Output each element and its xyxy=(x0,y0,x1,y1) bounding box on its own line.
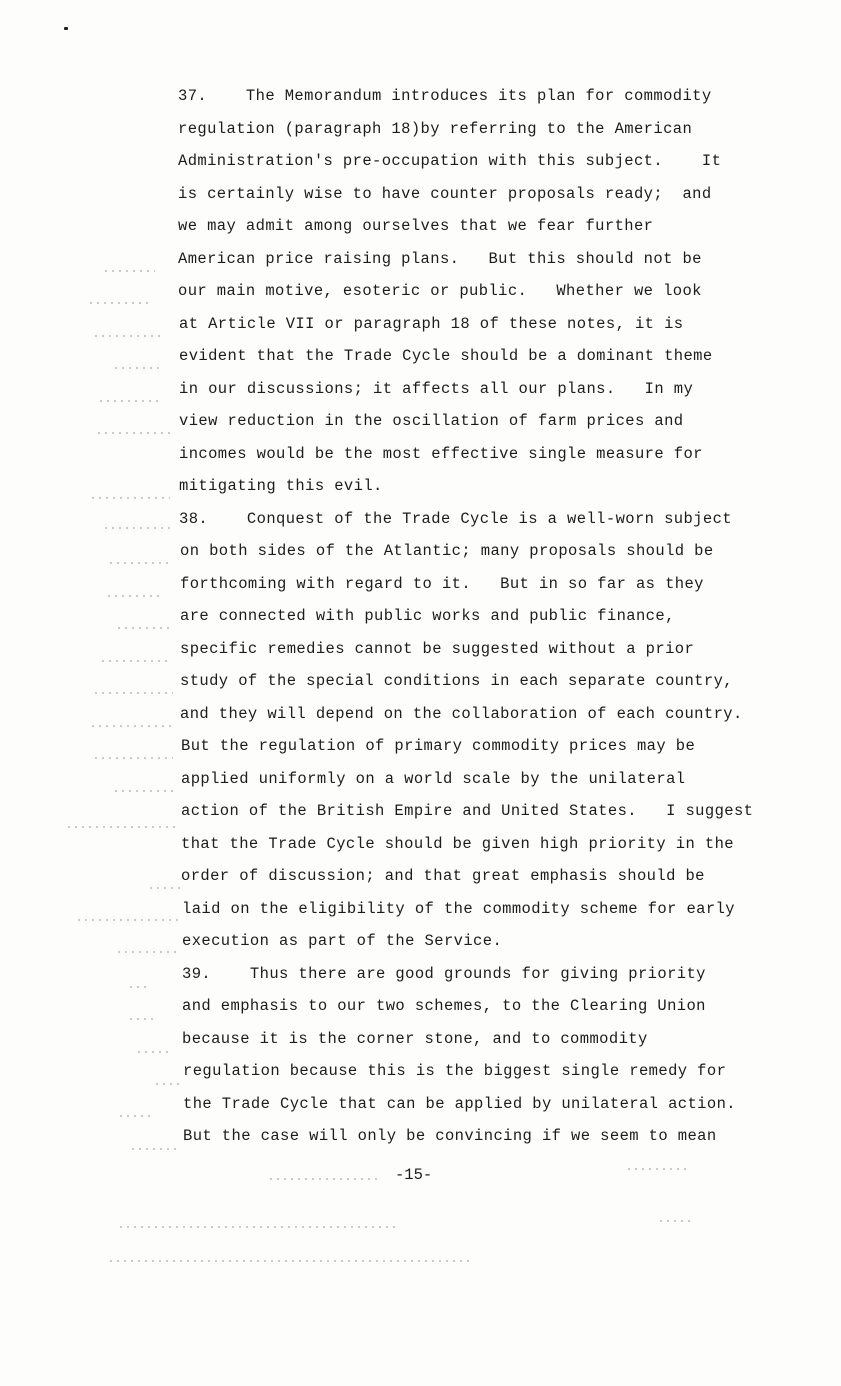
text-line-9: evident that the Trade Cycle should be a dominant theme xyxy=(179,347,713,365)
text-line-8: at Article VII or paragraph 18 of these notes, it is xyxy=(179,315,684,333)
scan-noise xyxy=(108,595,164,597)
text-line-6: American price raising plans. But this should not be xyxy=(178,250,702,268)
text-line-17: are connected with public works and public finance, xyxy=(180,607,675,625)
scan-noise xyxy=(138,1051,168,1053)
text-line-23: action of the British Empire and United States. I suggest xyxy=(181,802,754,820)
scan-noise xyxy=(95,692,173,694)
scan-noise xyxy=(120,1226,400,1228)
text-line-10: in our discussions; it affects all our plans. In my xyxy=(179,380,694,398)
page-speck xyxy=(64,27,68,30)
scan-noise xyxy=(150,887,182,889)
text-line-22: applied uniformly on a world scale by the unilateral xyxy=(181,770,686,788)
text-line-15: on both sides of the Atlantic; many proposals should be xyxy=(180,542,714,560)
text-line-19: study of the special conditions in each separate country, xyxy=(180,672,733,690)
text-line-13: mitigating this evil. xyxy=(179,477,383,495)
scan-noise xyxy=(95,335,165,337)
scan-noise xyxy=(78,919,178,921)
text-line-30: because it is the corner stone, and to commodity xyxy=(182,1030,648,1048)
text-line-1: 37. The Memorandum introduces its plan for commodity xyxy=(178,87,712,105)
text-line-31: regulation because this is the biggest single remedy for xyxy=(183,1062,727,1080)
scan-noise xyxy=(130,1018,156,1020)
scan-noise xyxy=(100,400,162,402)
text-line-25: order of discussion; and that great emphasis should be xyxy=(181,867,705,885)
text-line-14: 38. Conquest of the Trade Cycle is a well-worn subject xyxy=(179,510,732,528)
text-line-11: view reduction in the oscillation of farm prices and xyxy=(179,412,684,430)
scan-noise xyxy=(105,527,175,529)
text-line-16: forthcoming with regard to it. But in so far as they xyxy=(180,575,704,593)
page-number: -15- xyxy=(395,1166,433,1184)
text-line-18: specific remedies cannot be suggested without a prior xyxy=(180,640,695,658)
scan-noise xyxy=(102,660,172,662)
scan-noise xyxy=(68,826,178,828)
scan-noise xyxy=(660,1220,690,1222)
scan-noise xyxy=(110,1260,470,1262)
scan-noise xyxy=(92,725,172,727)
scan-noise xyxy=(95,757,173,759)
scan-noise xyxy=(118,627,170,629)
scan-noise xyxy=(110,562,170,564)
text-line-4: is certainly wise to have counter proposals ready; and xyxy=(178,185,712,203)
text-line-3: Administration's pre-occupation with this subject. It xyxy=(178,152,722,170)
text-line-24: that the Trade Cycle should be given high priority in the xyxy=(181,835,734,853)
text-line-27: execution as part of the Service. xyxy=(182,932,503,950)
scan-noise xyxy=(132,1148,178,1150)
scan-noise xyxy=(115,790,175,792)
text-line-28: 39. Thus there are good grounds for giving priority xyxy=(182,965,706,983)
text-line-32: the Trade Cycle that can be applied by unilateral action. xyxy=(183,1095,736,1113)
text-line-2: regulation (paragraph 18)by referring to the American xyxy=(178,120,693,138)
scan-noise xyxy=(130,986,150,988)
scan-noise xyxy=(98,432,172,434)
scan-noise xyxy=(92,497,170,499)
text-line-21: But the regulation of primary commodity prices may be xyxy=(181,737,696,755)
scan-noise xyxy=(90,302,152,304)
text-line-12: incomes would be the most effective single measure for xyxy=(179,445,703,463)
scan-noise xyxy=(105,270,155,272)
text-line-5: we may admit among ourselves that we fear further xyxy=(178,217,654,235)
scan-noise xyxy=(115,367,163,369)
text-line-20: and they will depend on the collaboration of each country. xyxy=(180,705,743,723)
text-line-29: and emphasis to our two schemes, to the Clearing Union xyxy=(182,997,706,1015)
scan-noise xyxy=(270,1178,380,1180)
scan-noise xyxy=(156,1083,182,1085)
scan-noise xyxy=(120,1115,150,1117)
text-line-7: our main motive, esoteric or public. Whether we look xyxy=(178,282,702,300)
text-line-26: laid on the eligibility of the commodity scheme for early xyxy=(182,900,735,918)
text-line-33: But the case will only be convincing if we seem to mean xyxy=(183,1127,717,1145)
scan-noise xyxy=(628,1168,688,1170)
scan-noise xyxy=(118,951,180,953)
